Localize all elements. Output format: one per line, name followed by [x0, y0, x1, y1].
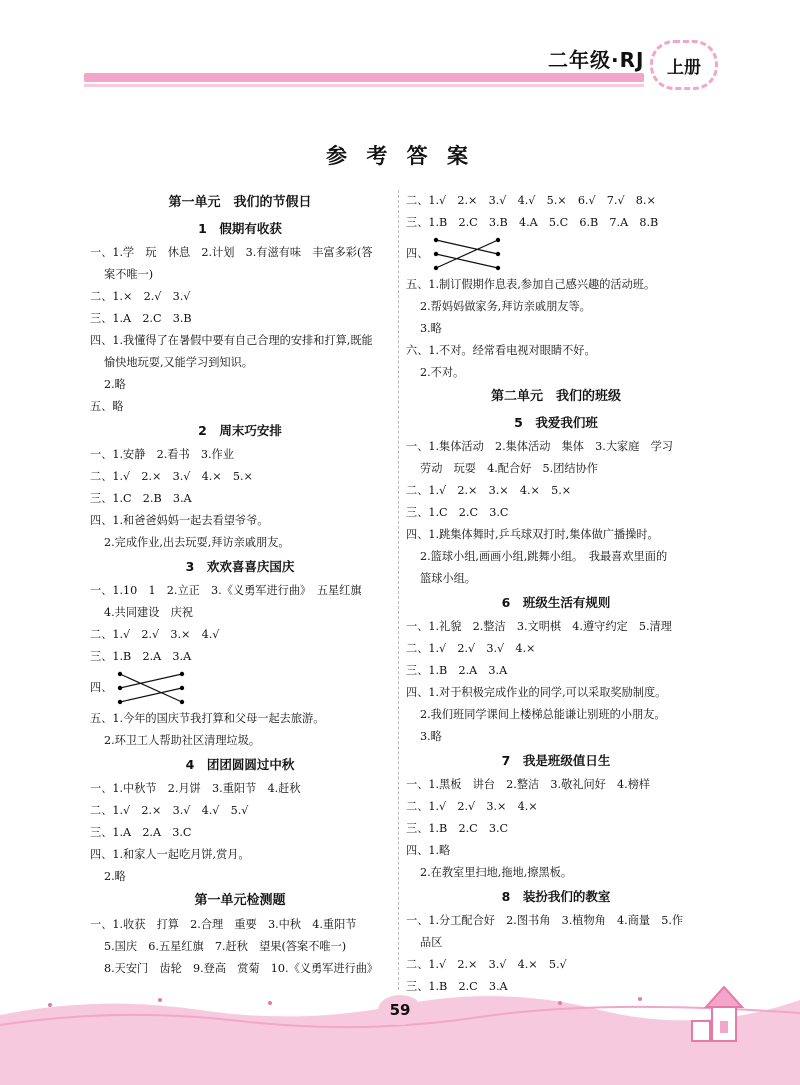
- answer-line: 2.我们班同学课间上楼梯总能谦让别班的小朋友。: [420, 708, 666, 721]
- answer-line: 二、1.√ 2.× 3.√ 4.× 5.×: [90, 470, 253, 483]
- answer-line: 二、1.√ 2.× 3.√ 4.× 5.√: [406, 958, 567, 971]
- answer-line: 三、1.B 2.C 3.B 4.A 5.C 6.B 7.A 8.B: [406, 216, 659, 229]
- unit-heading: 第一单元 我们的节假日: [168, 195, 312, 210]
- lesson-heading: 6 班级生活有规则: [501, 595, 611, 610]
- answer-line: 二、1.√ 2.× 3.× 4.× 5.×: [406, 484, 572, 497]
- answer-line: 四、1.对于积极完成作业的同学,可以采取奖励制度。: [406, 686, 667, 699]
- page-number: 59: [378, 995, 422, 1025]
- house-icon: [692, 987, 742, 1041]
- answer-line: 劳动 玩耍 4.配合好 5.团结协作: [420, 462, 598, 475]
- answer-line: 品区: [420, 936, 443, 949]
- cross-lines-icon: [432, 236, 502, 272]
- answer-line: 2.帮妈妈做家务,拜访亲戚朋友等。: [420, 300, 591, 313]
- answer-line: 四、1.和爸爸妈妈一起去看望爷爷。: [90, 514, 269, 527]
- answer-line: 2.完成作业,出去玩耍,拜访亲戚朋友。: [104, 536, 290, 549]
- answer-line: 2.环卫工人帮助社区清理垃圾。: [104, 734, 261, 747]
- answer-line: 2.略: [104, 870, 126, 883]
- answer-line: 五、1.今年的国庆节我打算和父母一起去旅游。: [90, 712, 325, 725]
- right-column: [406, 190, 706, 998]
- answer-line: 3.略: [420, 730, 442, 743]
- answer-line: 2.在教室里扫地,拖地,擦黑板。: [420, 866, 573, 879]
- answer-line: 三、1.B 2.A 3.A: [406, 664, 508, 677]
- matching-diagram: [406, 234, 706, 274]
- answer-line: 三、1.A 2.A 3.C: [90, 826, 192, 839]
- cross-lines-icon: [116, 670, 186, 706]
- answer-line: 三、1.C 2.B 3.A: [90, 492, 192, 505]
- grade-label: 二年级·RJ: [548, 48, 645, 72]
- answer-line: 一、1.分工配合好 2.图书角 3.植物角 4.商量 5.作: [406, 914, 684, 927]
- answer-line: 一、1.学 玩 休息 2.计划 3.有滋有味 丰富多彩(答: [90, 246, 373, 259]
- answer-line: 二、1.√ 2.√ 3.√ 4.×: [406, 642, 536, 655]
- answer-line: 4.共同建设 庆祝: [104, 606, 193, 619]
- answer-line: 一、1.中秋节 2.月饼 3.重阳节 4.赶秋: [90, 782, 301, 795]
- answer-line: 六、1.不对。经常看电视对眼睛不好。: [406, 344, 596, 357]
- column-divider: [398, 190, 399, 990]
- answer-line: 案不唯一): [104, 268, 154, 281]
- answer-line: 三、1.B 2.C 3.C: [406, 822, 509, 835]
- lesson-heading: 8 装扮我们的教室: [501, 889, 611, 904]
- lesson-heading: 3 欢欢喜喜庆国庆: [185, 559, 295, 574]
- answer-line: 一、1.安静 2.看书 3.作业: [90, 448, 234, 461]
- answer-line: 五、1.制订假期作息表,参加自己感兴趣的活动班。: [406, 278, 656, 291]
- answer-line: 8.天安门 齿轮 9.登高 赏菊 10.《义勇军进行曲》: [104, 962, 379, 975]
- answer-line: 三、1.B 2.C 3.A: [406, 980, 508, 993]
- answer-line: 五、略: [90, 400, 124, 413]
- header-bar: [84, 73, 644, 82]
- answer-line: 三、1.A 2.C 3.B: [90, 312, 192, 325]
- page-title: 参 考 答 案: [326, 144, 474, 168]
- answer-line: 5.国庆 6.五星红旗 7.赶秋 望果(答案不唯一): [104, 940, 347, 953]
- answer-line: 二、1.√ 2.× 3.√ 4.√ 5.√: [90, 804, 249, 817]
- answer-line: 二、1.√ 2.× 3.√ 4.√ 5.× 6.√ 7.√ 8.×: [406, 194, 656, 207]
- header-bar-shadow: [84, 84, 644, 87]
- answer-line: 愉快地玩耍,又能学习到知识。: [104, 356, 253, 369]
- answer-line: 2.略: [104, 378, 126, 391]
- answer-line: 一、1.礼貌 2.整洁 3.文明棋 4.遵守约定 5.清理: [406, 620, 672, 633]
- lesson-heading: 1 假期有收获: [198, 221, 282, 236]
- matching-diagram: [90, 668, 390, 708]
- left-column: [90, 190, 390, 980]
- answer-line: 三、1.B 2.A 3.A: [90, 650, 192, 663]
- answer-line: 2.篮球小组,画画小组,跳舞小组。 我最喜欢里面的: [420, 550, 668, 563]
- answer-line: 一、1.集体活动 2.集体活动 集体 3.大家庭 学习: [406, 440, 673, 453]
- answer-line: 四、1.跳集体舞时,乒乓球双打时,集体做广播操时。: [406, 528, 659, 541]
- answer-line: 二、1.√ 2.√ 3.× 4.√: [90, 628, 220, 641]
- lesson-heading: 4 团团圆圆过中秋: [185, 757, 295, 772]
- lesson-heading: 7 我是班级值日生: [501, 753, 611, 768]
- lesson-heading: 2 周末巧安排: [198, 423, 282, 438]
- answer-line: 二、1.√ 2.√ 3.× 4.×: [406, 800, 538, 813]
- lesson-heading: 5 我爱我们班: [514, 415, 598, 430]
- answer-line: 三、1.C 2.C 3.C: [406, 506, 509, 519]
- volume-badge: 上册: [650, 40, 718, 90]
- answer-line: 2.不对。: [420, 366, 465, 379]
- answer-line: 一、1.黑板 讲台 2.整洁 3.敬礼问好 4.榜样: [406, 778, 651, 791]
- test-heading: 第一单元检测题: [194, 893, 286, 908]
- unit-heading: 第二单元 我们的班级: [490, 389, 621, 404]
- answer-line: 四、1.略: [406, 844, 451, 857]
- answer-line: 四、1.和家人一起吃月饼,赏月。: [90, 848, 250, 861]
- answer-line: 一、1.收获 打算 2.合理 重要 3.中秋 4.重阳节: [90, 918, 357, 931]
- answer-line: 四、: [406, 247, 429, 260]
- answer-line: 二、1.× 2.√ 3.√: [90, 290, 191, 303]
- answer-line: 四、: [90, 681, 113, 694]
- answer-line: 四、1.我懂得了在暑假中要有自己合理的安排和打算,既能: [90, 334, 373, 347]
- answer-line: 一、1.10 1 2.立正 3.《义勇军进行曲》 五星红旗: [90, 584, 362, 597]
- answer-line: 篮球小组。: [420, 572, 476, 585]
- answer-line: 3.略: [420, 322, 442, 335]
